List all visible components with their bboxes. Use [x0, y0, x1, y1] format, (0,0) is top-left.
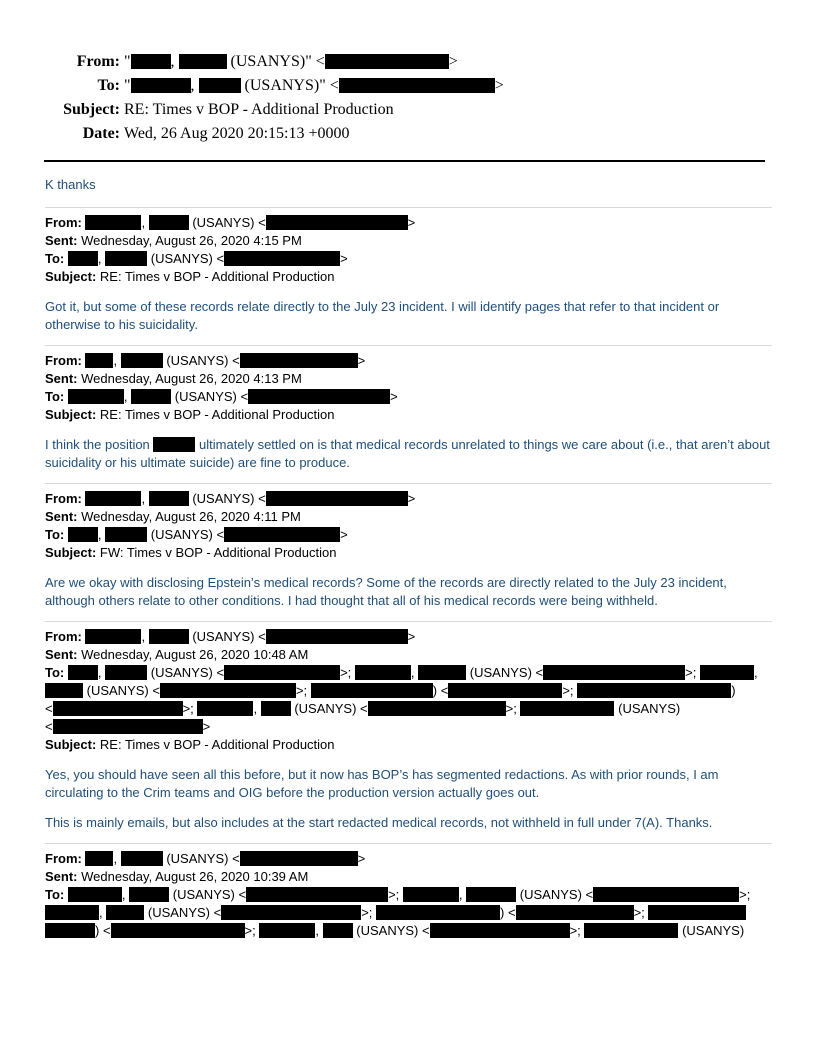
redaction — [355, 665, 411, 680]
redaction — [224, 665, 340, 680]
redaction — [543, 665, 685, 680]
quoted-message — [45, 352, 772, 472]
message-divider — [45, 207, 772, 208]
redaction — [311, 683, 433, 698]
redaction — [153, 437, 195, 452]
redaction — [85, 629, 141, 644]
redaction — [240, 353, 358, 368]
redaction — [68, 389, 124, 404]
redaction — [129, 887, 169, 902]
message-to-cont: ) < >; , (USANYS) < >; (USANYS) — [45, 922, 772, 940]
email-header — [0, 50, 816, 146]
message-text: Are we okay with disclosing Epstein’s medical records? Some of the records are directly related to the July 23 incident, although others relate to other conditions. I had thought that all of his medical records were being withheld. — [45, 575, 727, 608]
header-subject-row — [0, 98, 816, 122]
redaction — [403, 887, 459, 902]
redaction — [418, 665, 466, 680]
message-subject: Subject: RE: Times v BOP - Additional Production — [45, 407, 335, 422]
header-date-row — [0, 122, 816, 146]
redaction — [266, 491, 408, 506]
message-sent: Sent: Wednesday, August 26, 2020 10:48 AM — [45, 647, 309, 662]
email-body — [45, 176, 772, 940]
header-date: Wed, 26 Aug 2020 20:15:13 +0000 — [124, 125, 350, 142]
redaction — [131, 54, 171, 69]
redaction — [53, 701, 183, 716]
redaction — [648, 905, 746, 920]
redaction — [339, 78, 495, 93]
redaction — [516, 905, 634, 920]
redaction — [53, 719, 203, 734]
redaction — [197, 701, 253, 716]
header-from-row: From: " , (USANYS)" < > — [0, 50, 816, 74]
redaction — [240, 851, 358, 866]
message-to: To: , (USANYS) < > — [45, 251, 348, 266]
quoted-message — [45, 214, 772, 334]
redaction — [85, 491, 141, 506]
redaction — [105, 251, 147, 266]
message-to: To: , (USANYS) < > — [45, 527, 348, 542]
header-date-label: Date: — [82, 125, 120, 142]
message-sent: Sent: Wednesday, August 26, 2020 10:39 AM — [45, 869, 309, 884]
redaction — [593, 887, 739, 902]
redaction — [85, 215, 141, 230]
redaction — [68, 251, 98, 266]
message-to-cont: < >; , (USANYS) < >; (USANYS) — [45, 701, 681, 716]
redaction — [221, 905, 361, 920]
redaction — [520, 701, 614, 716]
redaction — [430, 923, 570, 938]
redaction — [700, 665, 754, 680]
header-to-row: To: " , (USANYS)" < > — [0, 74, 816, 98]
message-from: From: , (USANYS) < > — [45, 491, 416, 506]
message-to: To: , (USANYS) < >; , (USANYS) < >; — [45, 887, 751, 902]
redaction — [68, 665, 98, 680]
message-to: To: , (USANYS) < >; , (USANYS) < >; , — [45, 665, 758, 680]
redaction — [105, 665, 147, 680]
redaction — [45, 683, 83, 698]
redaction — [266, 215, 408, 230]
message-text: This is mainly emails, but also includes at the start redacted medical records, not withheld in full under 7(A). Thanks. — [45, 815, 713, 830]
redaction — [121, 851, 163, 866]
message-from: From: , (USANYS) < > — [45, 353, 366, 368]
reply-text: K thanks — [45, 177, 96, 192]
message-subject: Subject: FW: Times v BOP - Additional Production — [45, 545, 337, 560]
redaction — [68, 527, 98, 542]
redaction — [106, 905, 144, 920]
redaction — [584, 923, 678, 938]
redaction — [85, 353, 113, 368]
redaction — [368, 701, 506, 716]
redaction — [179, 54, 227, 69]
redaction — [248, 389, 390, 404]
redaction — [266, 629, 408, 644]
header-subject-label: Subject: — [63, 101, 120, 118]
redaction — [246, 887, 388, 902]
redaction — [261, 701, 291, 716]
redaction — [131, 78, 191, 93]
redaction — [466, 887, 516, 902]
message-subject: Subject: RE: Times v BOP - Additional Production — [45, 737, 335, 752]
message-subject: Subject: RE: Times v BOP - Additional Production — [45, 269, 335, 284]
redaction — [160, 683, 296, 698]
redaction — [325, 54, 449, 69]
header-to-label: To: — [97, 77, 120, 94]
header-from-org: (USANYS)" < — [230, 53, 325, 70]
redaction — [121, 353, 163, 368]
message-divider — [45, 843, 772, 844]
redaction — [224, 251, 340, 266]
redaction — [224, 527, 340, 542]
message-text: I think the position ultimately settled on is that medical records unrelated to things we care about (i.e., that aren’t about suicidality or his ultimate suicide) are fine to produce. — [45, 437, 770, 470]
message-divider — [45, 483, 772, 484]
message-sent: Sent: Wednesday, August 26, 2020 4:13 PM — [45, 371, 302, 386]
message-from: From: , (USANYS) < > — [45, 215, 416, 230]
header-subject: RE: Times v BOP - Additional Production — [124, 101, 394, 118]
message-to-cont: < > — [45, 719, 211, 734]
redaction — [149, 491, 189, 506]
message-text: Yes, you should have seen all this before, but it now has BOP’s has segmented redactions. As with prior rounds, I am circulating to the Crim teams and OIG before the production version actually goes out. — [45, 767, 719, 800]
message-divider — [45, 345, 772, 346]
quoted-message — [45, 850, 772, 940]
header-from-label: From: — [76, 53, 120, 70]
message-text: Got it, but some of these records relate directly to the July 23 incident. I will identify pages that refer to that incident or otherwise to his suicidality. — [45, 299, 720, 332]
quoted-message — [45, 490, 772, 610]
redaction — [323, 923, 353, 938]
redaction — [45, 923, 95, 938]
redaction — [105, 527, 147, 542]
message-divider — [45, 621, 772, 622]
redaction — [577, 683, 731, 698]
message-from: From: , (USANYS) < > — [45, 629, 416, 644]
redaction — [199, 78, 241, 93]
redaction — [376, 905, 500, 920]
redaction — [131, 389, 171, 404]
redaction — [45, 905, 99, 920]
message-sent: Sent: Wednesday, August 26, 2020 4:15 PM — [45, 233, 302, 248]
message-to: To: , (USANYS) < > — [45, 389, 398, 404]
message-from: From: , (USANYS) < > — [45, 851, 366, 866]
header-divider — [44, 160, 765, 162]
message-sent: Sent: Wednesday, August 26, 2020 4:11 PM — [45, 509, 301, 524]
redaction — [68, 887, 122, 902]
redaction — [111, 923, 245, 938]
message-to-cont: (USANYS) < >; ) < >; ) — [45, 682, 772, 700]
redaction — [259, 923, 315, 938]
redaction — [85, 851, 113, 866]
quoted-message — [45, 628, 772, 832]
redaction — [448, 683, 562, 698]
redaction — [149, 629, 189, 644]
header-to-org: (USANYS)" < — [244, 77, 339, 94]
redaction — [149, 215, 189, 230]
message-to-cont: , (USANYS) < >; ) < >; — [45, 904, 772, 922]
